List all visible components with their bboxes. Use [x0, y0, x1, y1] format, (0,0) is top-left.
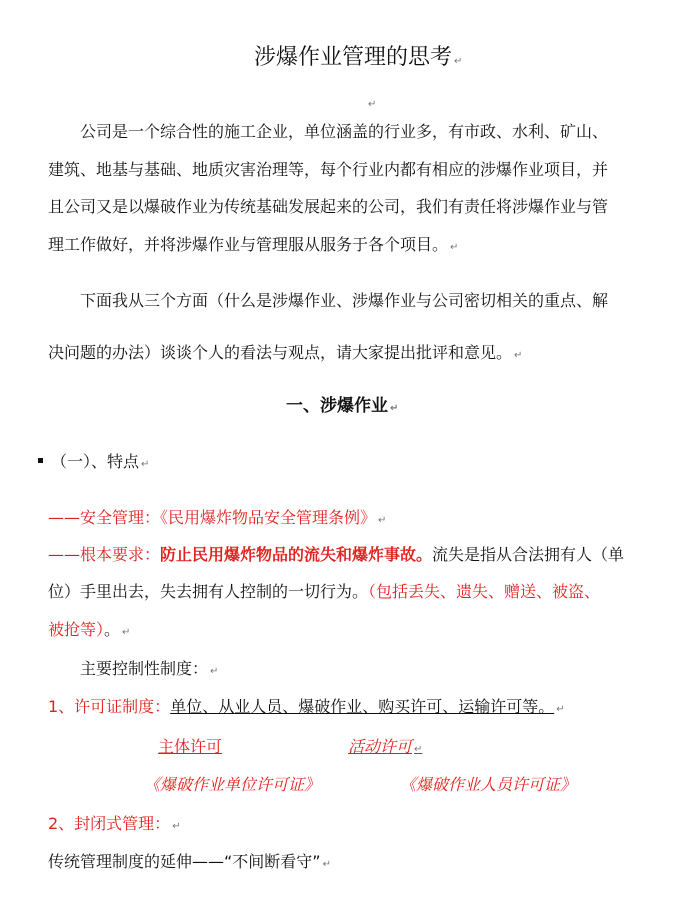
bullet-icon [38, 458, 43, 463]
paragraph-1-line-2: 建筑、地基与基础、地质灾害治理等，每个行业内都有相应的涉爆作业项目，并 [48, 160, 609, 179]
paragraph-mark-icon: ↵ [556, 704, 565, 715]
paragraph-1-line-1: 公司是一个综合性的施工企业，单位涵盖的行业多，有市政、水利、矿山、 [80, 122, 609, 141]
unit-license: 《爆破作业单位许可证》 [144, 775, 321, 794]
paragraph-mark-icon: ↵ [514, 350, 523, 361]
license-system-line: 1、许可证制度：单位、从业人员、爆破作业、购买许可、运输许可等。 ↵ [48, 697, 565, 716]
closed-management-description: 传统管理制度的延伸——“不间断看守” ↵ [48, 852, 331, 871]
paragraph-1-line-3: 且公司又是以爆破作业为传统基础发展起来的公司，我们有责任将涉爆作业与管 [48, 197, 609, 216]
paragraph-mark-icon: ↵ [210, 666, 219, 677]
paragraph-mark-icon: ↵ [122, 627, 131, 638]
paragraph-mark-icon: ↵ [322, 859, 331, 870]
document-title: 涉爆作业管理的思考 ↵ [254, 45, 463, 70]
closed-management-line: 2、封闭式管理： ↵ [48, 814, 181, 833]
paragraph-mark-icon: ↵ [378, 515, 387, 526]
personnel-license: 《爆破作业人员许可证》 [400, 775, 577, 794]
paragraph-mark-icon: ↵ [141, 459, 150, 470]
paragraph-mark-icon: ↵ [454, 56, 463, 67]
paragraph-mark-icon: ↵ [450, 242, 459, 253]
paragraph-2-line-1: 下面我从三个方面（什么是涉爆作业、涉爆作业与公司密切相关的重点、解 [80, 291, 609, 310]
paragraph-mark-icon: ↵ [172, 821, 181, 832]
requirement-line-2: 位）手里出去，失去拥有人控制的一切行为。（包括丢失、遗失、赠送、被盗、 [48, 582, 601, 601]
subject-permit: 主体许可 [158, 737, 223, 756]
paragraph-mark-icon: ↵ [390, 403, 399, 414]
activity-permit: 活动许可 ↵ [348, 737, 423, 756]
requirement-line-3: 被抢等）。 ↵ [48, 620, 131, 639]
paragraph-mark-icon: ↵ [368, 99, 377, 110]
paragraph-mark-icon: ↵ [414, 744, 423, 755]
paragraph-2-line-2: 决问题的办法）谈谈个人的看法与观点，请大家提出批评和意见。 ↵ [48, 343, 523, 362]
empty-paragraph [366, 92, 376, 115]
requirement-line-1: ——根本要求：防止民用爆炸物品的流失和爆炸事故。流失是指从合法拥有人（单 [48, 545, 625, 564]
section-heading: 一、涉爆作业 ↵ [286, 396, 399, 416]
safety-management-line: ——安全管理：《民用爆炸物品安全管理条例》 ↵ [48, 508, 387, 527]
control-intro: 主要控制性制度： ↵ [80, 659, 219, 678]
sub-heading: （一）、特点 ↵ [38, 452, 149, 475]
paragraph-1-line-4: 理工作做好，并将涉爆作业与管理服从服务于各个项目。 ↵ [48, 235, 459, 254]
